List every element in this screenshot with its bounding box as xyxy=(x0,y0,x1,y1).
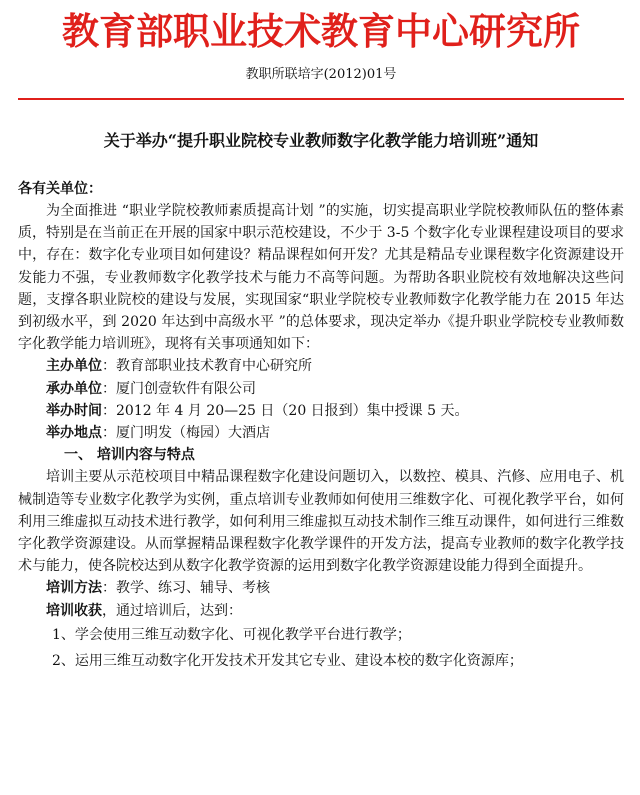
detail-separator: ： xyxy=(102,425,116,442)
masthead: 教育部职业技术教育中心研究所 xyxy=(62,10,580,53)
detail-key: 举办地点 xyxy=(46,425,102,442)
detail-separator: ： xyxy=(102,358,116,375)
intro-paragraph: 为全面推进 “职业学院校教师素质提高计划 ”的实施，切实提高职业学院校教师队伍的整体素质，特别是在当前正在开展的国家中职示范校建设，不少于 3-5 个数字化专业课程建设项目的要求中，存在：数字化专业项目如何建设？精品课程如何开发？尤其是精品专业课程数字化资源建设开发能力不强，专业教师数字化教学技术与能力不高等问题。为帮助各职业院校有效地解决这些问题，支撑各职业院校的建设与发展，实现国家“职业学院校专业教师数字化教学能力在 2015 年达到初级水平，到 2020 年达到中高级水平 ”的总体要求，现决定举办《提升职业学院校专业教师数字化教学能力培训班》，现将有关事项通知如下： xyxy=(18,203,624,353)
detail-separator: ， xyxy=(102,602,116,619)
section-paragraph: 培训主要从示范校项目中精品课程数字化建设问题切入，以数控、模具、汽修、应用电子、机械制造等专业数字化教学为实例，重点培训专业教师如何使用三维数字化、可视化教学平台，如何利用三维虚拟互动技术进行教学，如何利用三维虚拟互动技术制作三维互动课件，如何进行三维数字化教学资源建设。从而掌握精品课程数字化教学课件的开发方法，提高专业教师的数字化教学技术与能力，使各院校达到从数字化教学资源的运用到数字化教学资源建设能力得到全面提升。 xyxy=(18,469,624,575)
detail-separator: ： xyxy=(102,402,116,419)
detail-separator: ： xyxy=(102,380,116,397)
detail-key: 举办时间 xyxy=(46,402,102,419)
training-method xyxy=(18,577,624,599)
detail-separator: ： xyxy=(102,580,116,597)
detail-key: 承办单位 xyxy=(46,380,102,397)
document-number: 教职所联培字(2012)01号 xyxy=(245,67,397,82)
detail-value: 通过培训后，达到： xyxy=(116,602,242,619)
detail-host xyxy=(18,378,624,400)
list-item: 1、学会使用三维互动数字化、可视化教学平台进行教学； xyxy=(52,626,411,643)
list-item: 2、运用三维互动数字化开发技术开发其它专业、建设本校的数字化资源库； xyxy=(52,652,523,669)
detail-organizer xyxy=(18,355,624,377)
detail-value: 教学、练习、辅导、考核 xyxy=(116,580,270,597)
salutation: 各有关单位： xyxy=(18,181,102,197)
red-divider-line xyxy=(18,98,624,100)
detail-key: 主办单位 xyxy=(46,358,102,375)
detail-key: 培训方法 xyxy=(46,580,102,597)
detail-value: 教育部职业技术教育中心研究所 xyxy=(116,358,312,375)
detail-value: 2012 年 4 月 20—25 日（20 日报到）集中授课 5 天。 xyxy=(116,402,469,419)
section-heading: 一、 培训内容与特点 xyxy=(64,447,195,464)
detail-key: 培训收获 xyxy=(46,602,102,619)
notice-title: 关于举办“提升职业院校专业教师数字化教学能力培训班”通知 xyxy=(103,131,539,150)
detail-value: 厦门创壹软件有限公司 xyxy=(116,380,256,397)
detail-location xyxy=(18,422,624,444)
training-gains xyxy=(18,600,624,622)
detail-time xyxy=(18,400,624,422)
detail-value: 厦门明发（梅园）大酒店 xyxy=(116,425,270,442)
